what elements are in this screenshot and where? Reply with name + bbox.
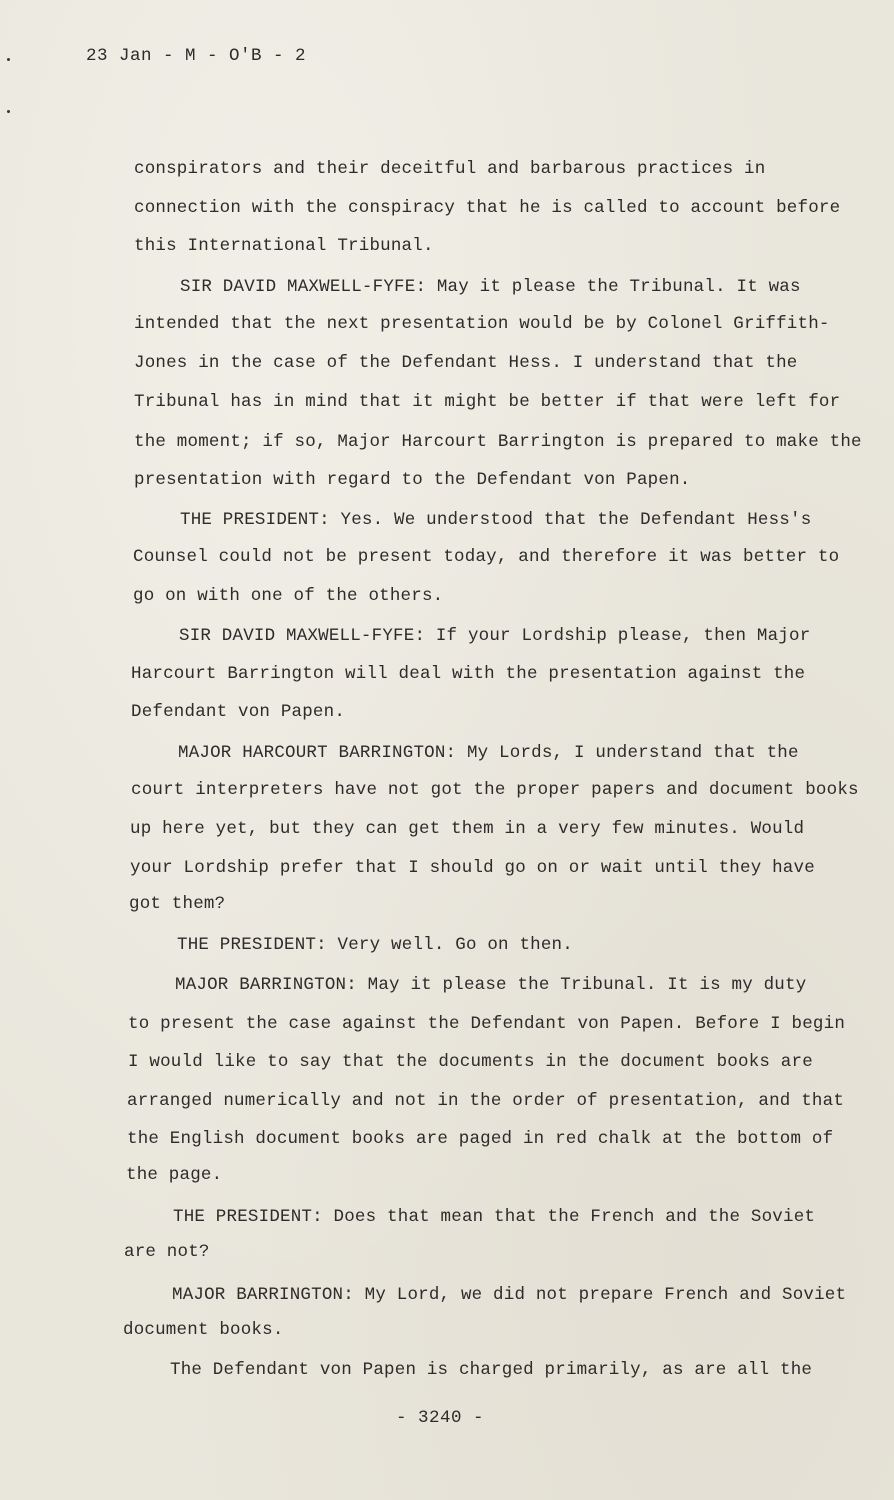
text-line-8: the moment; if so, Major Harcourt Barrington is prepared to make the xyxy=(134,432,862,452)
text-line-10: THE PRESIDENT: Yes. We understood that the Defendant Hess's xyxy=(180,510,812,530)
text-line-15: Defendant von Papen. xyxy=(131,702,346,722)
text-line-25: arranged numerically and not in the order of presentation, and that xyxy=(127,1091,845,1111)
text-line-7: Tribunal has in mind that it might be better if that were left for xyxy=(134,392,841,412)
text-line-9: presentation with regard to the Defendant von Papen. xyxy=(134,470,691,490)
text-line-29: are not? xyxy=(124,1242,210,1262)
text-line-32: The Defendant von Papen is charged primarily, as are all the xyxy=(170,1360,813,1380)
page-number: - 3240 - xyxy=(396,1408,485,1428)
text-line-11: Counsel could not be present today, and therefore it was better to xyxy=(133,547,840,567)
text-line-20: got them? xyxy=(129,894,226,914)
text-line-31: document books. xyxy=(123,1320,284,1340)
text-line-24: I would like to say that the documents in the document books are xyxy=(128,1052,813,1072)
text-line-14: Harcourt Barrington will deal with the presentation against the xyxy=(131,664,806,684)
text-line-1: conspirators and their deceitful and barbarous practices in xyxy=(134,159,766,179)
text-line-5: intended that the next presentation would be by Colonel Griffith- xyxy=(134,314,830,334)
text-line-22: MAJOR BARRINGTON: May it please the Tribunal. It is my duty xyxy=(175,975,807,995)
text-line-23: to present the case against the Defendant von Papen. Before I begin xyxy=(128,1014,846,1034)
text-line-12: go on with one of the others. xyxy=(133,586,444,606)
text-line-13: SIR DAVID MAXWELL-FYFE: If your Lordship please, then Major xyxy=(179,626,811,646)
text-line-28: THE PRESIDENT: Does that mean that the French and the Soviet xyxy=(173,1207,816,1227)
text-line-6: Jones in the case of the Defendant Hess. I understand that the xyxy=(134,353,798,373)
text-line-27: the page. xyxy=(126,1165,223,1185)
text-line-3: this International Tribunal. xyxy=(134,236,434,256)
text-line-21: THE PRESIDENT: Very well. Go on then. xyxy=(177,935,573,955)
text-line-19: your Lordship prefer that I should go on or wait until they have xyxy=(130,858,815,878)
text-line-16: MAJOR HARCOURT BARRINGTON: My Lords, I understand that the xyxy=(178,743,799,763)
text-line-18: up here yet, but they can get them in a very few minutes. Would xyxy=(130,819,805,839)
text-line-2: connection with the conspiracy that he is called to account before xyxy=(134,198,841,218)
text-line-26: the English document books are paged in red chalk at the bottom of xyxy=(127,1129,834,1149)
text-line-17: court interpreters have not got the proper papers and document books xyxy=(131,780,859,800)
text-line-30: MAJOR BARRINGTON: My Lord, we did not prepare French and Soviet xyxy=(172,1285,847,1305)
text-line-4: SIR DAVID MAXWELL-FYFE: May it please the Tribunal. It was xyxy=(180,277,801,297)
page-header: 23 Jan - M - O'B - 2 xyxy=(86,46,307,66)
